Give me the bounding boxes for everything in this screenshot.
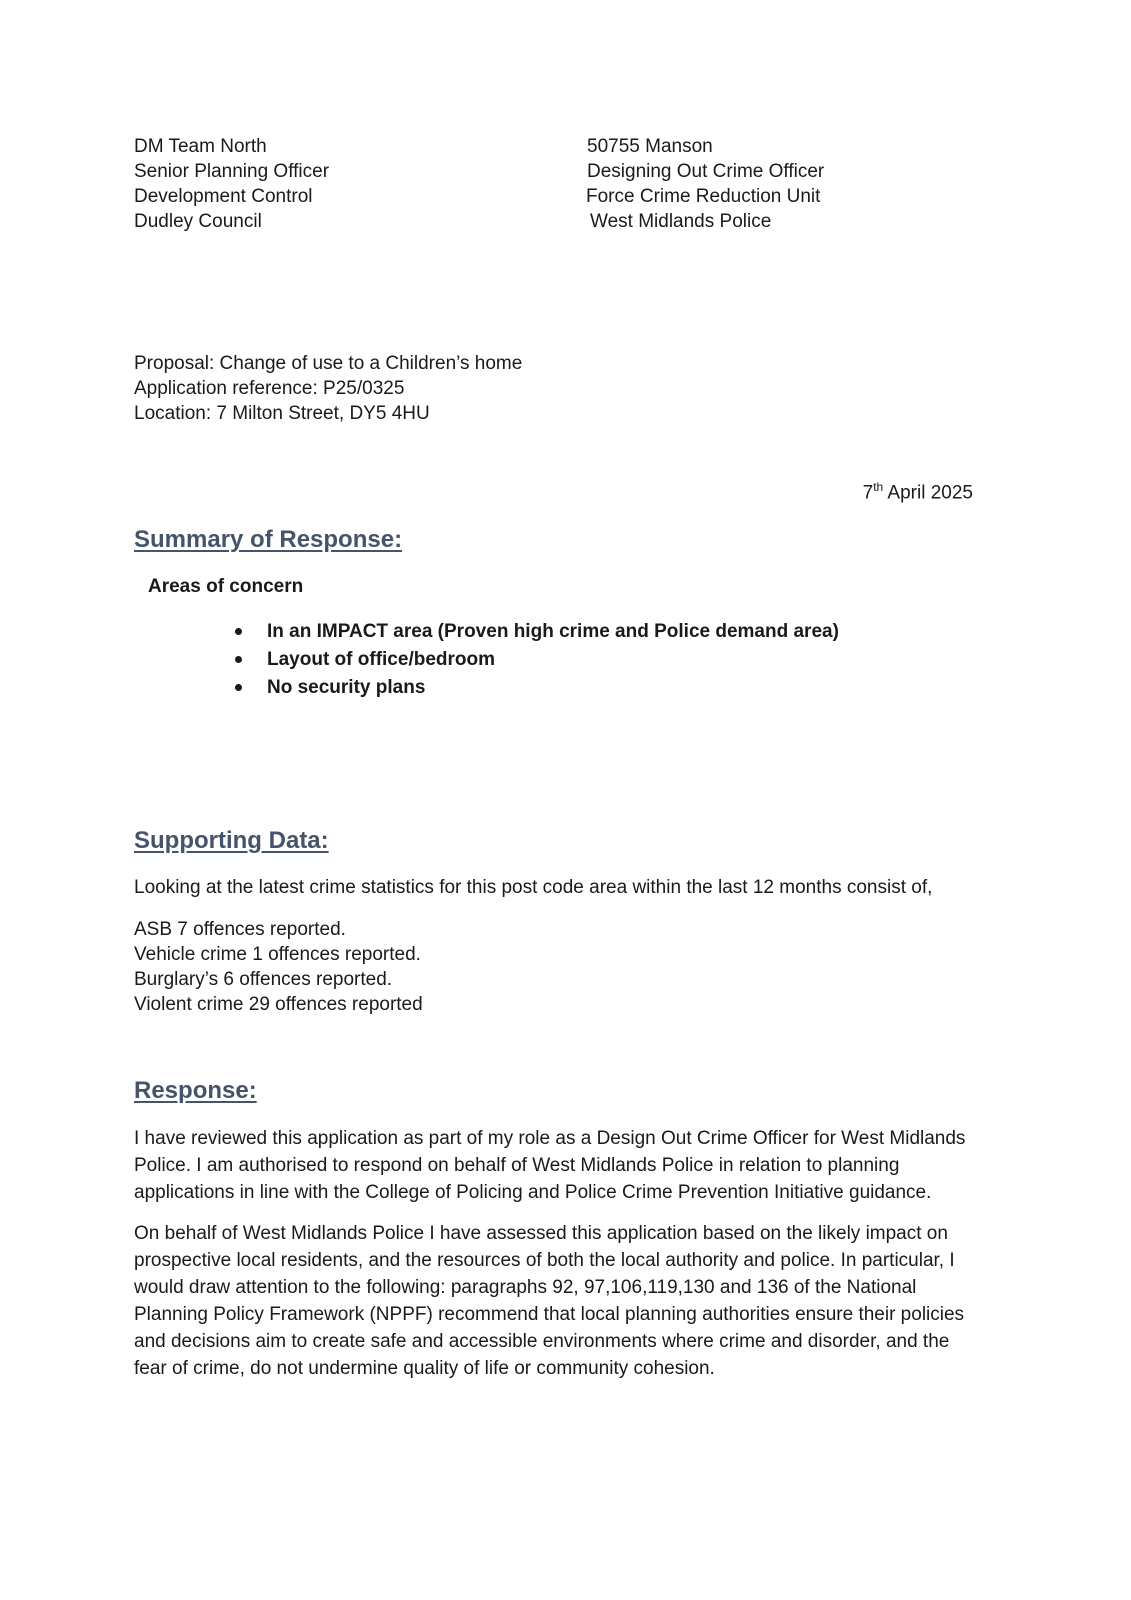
list-item: Layout of office/bedroom xyxy=(232,646,839,674)
application-location: Location: 7 Milton Street, DY5 4HU xyxy=(134,403,430,424)
recipient-department: Development Control xyxy=(134,186,313,207)
bullet-icon xyxy=(235,656,242,663)
date-month-year: April 2025 xyxy=(883,482,973,504)
application-proposal: Proposal: Change of use to a Children’s home xyxy=(134,353,523,374)
stat-violent-crime: Violent crime 29 offences reported xyxy=(134,994,423,1015)
stat-burglary: Burglary’s 6 offences reported. xyxy=(134,969,393,990)
response-paragraph-1: I have reviewed this application as part of my role as a Design Out Crime Officer for West Midlands Police. I am authorised to respond on behalf of West Midlands Police in relation to planning applications in line with the College of Policing and Police Crime Prevention Initiative guidance. xyxy=(134,1128,966,1203)
list-item: No security plans xyxy=(232,674,839,702)
recipient-role: Senior Planning Officer xyxy=(134,161,330,182)
summary-heading: Summary of Response: xyxy=(134,526,403,553)
recipient-team: DM Team North xyxy=(134,136,267,157)
sender-id-name: 50755 Manson xyxy=(587,136,713,157)
crime-stats xyxy=(134,917,423,1017)
response-heading: Response: xyxy=(134,1077,257,1104)
stat-vehicle-crime: Vehicle crime 1 offences reported. xyxy=(134,944,421,965)
date-day: 7 xyxy=(862,482,874,504)
bullet-icon xyxy=(235,684,242,691)
application-reference: Application reference: P25/0325 xyxy=(134,378,405,399)
supporting-intro: Looking at the latest crime statistics for this post code area within the last 12 months consist of, xyxy=(134,877,933,898)
supporting-data-heading: Supporting Data: xyxy=(134,827,329,854)
response-paragraph-2: On behalf of West Midlands Police I have assessed this application based on the likely impact on prospective local residents, and the resources of both the local authority and police. In particular, I would draw attention to the following: paragraphs 92, 97,106,119,130 and 136 of the National Planning Policy Framework (NPPF) recommend that local planning authorities ensure their policies and decisions aim to create safe and accessible environments where crime and disorder, and the fear of crime, do not undermine quality of life or community cohesion. xyxy=(134,1223,965,1379)
areas-of-concern-label: Areas of concern xyxy=(148,576,304,597)
date-suffix: th xyxy=(873,480,884,494)
bullet-icon xyxy=(235,628,242,635)
sender-unit: Force Crime Reduction Unit xyxy=(586,186,821,207)
stat-asb: ASB 7 offences reported. xyxy=(134,919,346,940)
letter-date xyxy=(863,475,973,505)
sender-role: Designing Out Crime Officer xyxy=(587,161,825,182)
sender-organisation: West Midlands Police xyxy=(590,211,772,232)
list-item: In an IMPACT area (Proven high crime and Police demand area) xyxy=(232,618,839,646)
concern-list xyxy=(232,618,839,702)
recipient-organisation: Dudley Council xyxy=(134,211,262,232)
